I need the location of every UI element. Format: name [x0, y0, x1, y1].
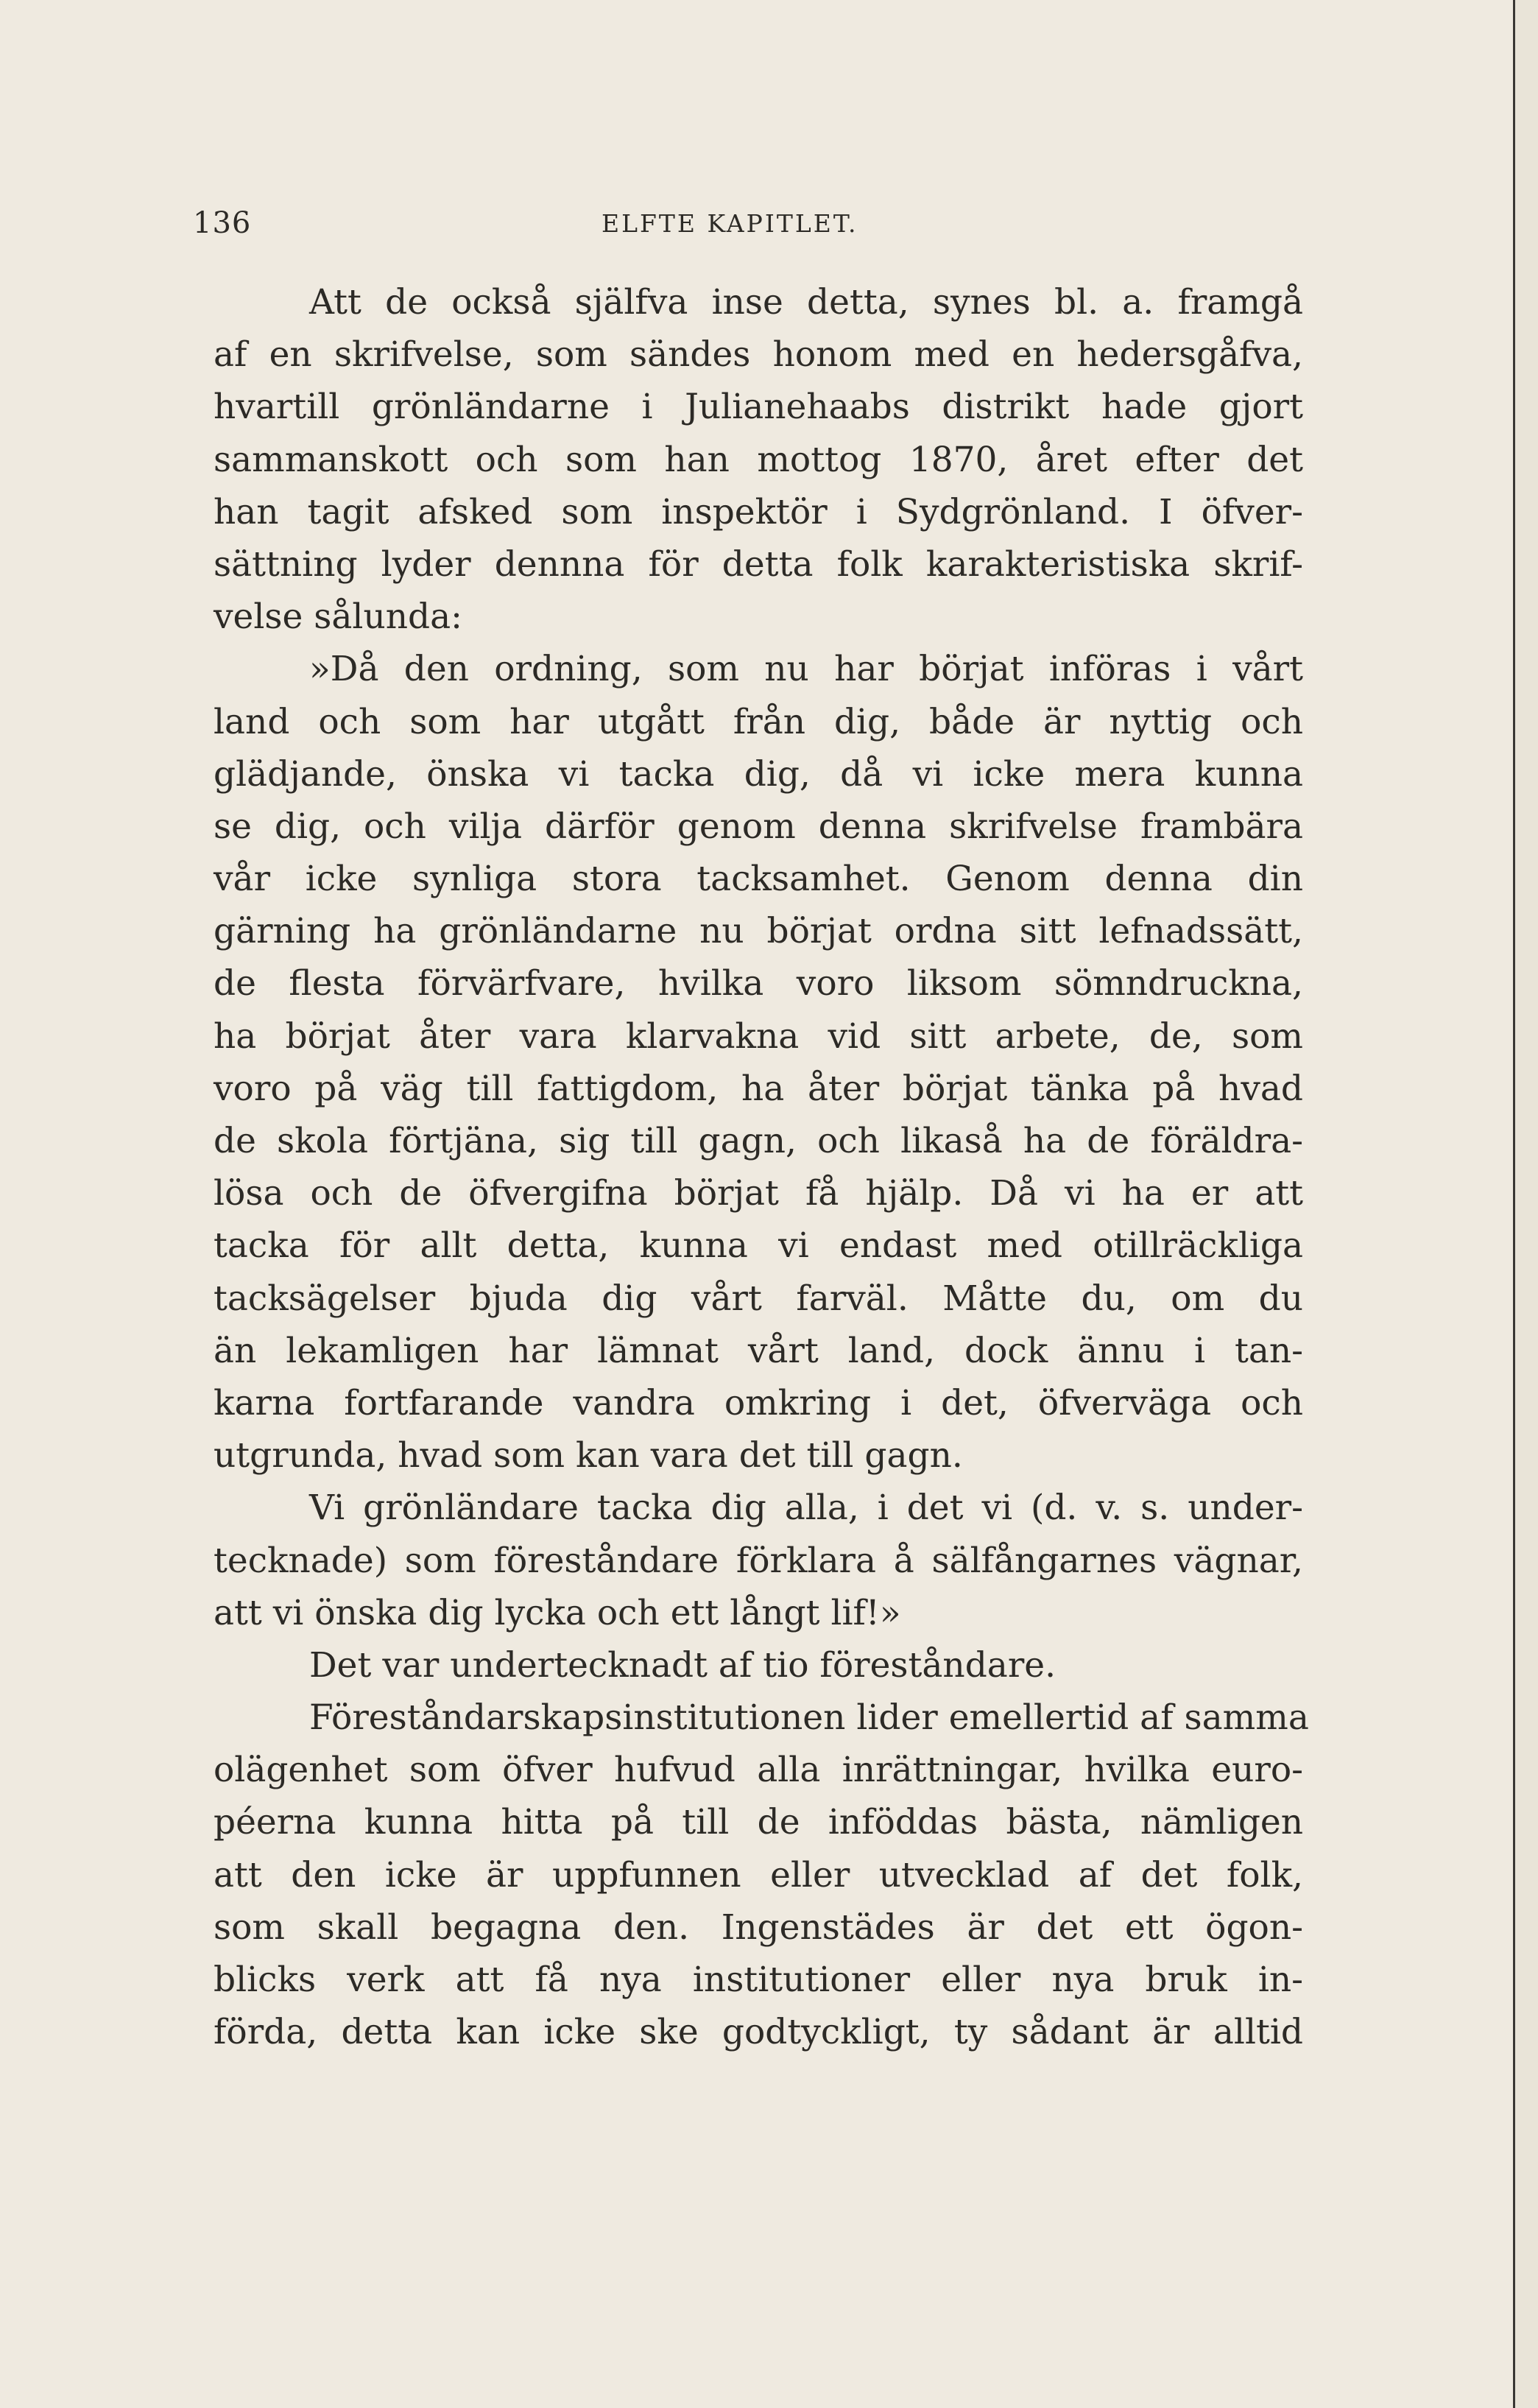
text-line: lösa och de öfvergifna börjat få hjälp. Då vi ha er att	[214, 1173, 1303, 1214]
text-line: voro på väg till fattigdom, ha åter börjat tänka på hvad	[214, 1068, 1303, 1109]
text-line: af en skrifvelse, som sändes honom med en hedersgåfva,	[214, 334, 1303, 376]
text-line: velse sålunda:	[214, 596, 462, 638]
text-line: karna fortfarande vandra omkring i det, öfverväga och	[214, 1382, 1303, 1423]
running-title: ELFTE KAPITLET.	[602, 209, 858, 238]
text-line: att den icke är uppfunnen eller utvecklad af det folk,	[214, 1854, 1303, 1895]
text-line: sättning lyder dennna för detta folk karakteristiska skrif-	[214, 543, 1303, 585]
text-line: utgrunda, hvad som kan vara det till gagn.	[214, 1435, 963, 1476]
text-line: tacka för allt detta, kunna vi endast med otillräckliga	[214, 1225, 1303, 1267]
text-line: ha börjat åter vara klarvakna vid sitt arbete, de, som	[214, 1015, 1303, 1057]
text-line: blicks verk att få nya institutioner eller nya bruk in-	[214, 1960, 1303, 2000]
text-line: som skall begagna den. Ingenstädes är det ett ögon-	[214, 1907, 1303, 1948]
text-line: de flesta förvärfvare, hvilka voro liksom sömndruckna,	[214, 963, 1303, 1004]
text-line: land och som har utgått från dig, både är nyttig och	[214, 701, 1303, 742]
page-header	[193, 206, 1297, 250]
text-line: Det var undertecknadt af tio föreståndare.	[309, 1644, 1057, 1686]
text-line: att vi önska dig lycka och ett långt lif!»	[214, 1592, 901, 1633]
text-line: tecknade) som föreståndare förklara å sälfångarnes vägnar,	[214, 1540, 1303, 1581]
text-line: han tagit afsked som inspektör i Sydgrönland. I öfver-	[214, 491, 1303, 532]
page-number: 136	[193, 206, 252, 240]
text-line: péerna kunna hitta på till de inföddas bästa, nämligen	[214, 1802, 1303, 1843]
text-line: glädjande, önska vi tacka dig, då vi icke mera kunna	[214, 753, 1303, 795]
page-edge	[1513, 0, 1538, 2408]
body-text	[214, 276, 1309, 2058]
text-line: sammanskott och som han mottog 1870, året efter det	[214, 439, 1303, 480]
text-line: olägenhet som öfver hufvud alla inrättningar, hvilka euro-	[214, 1750, 1303, 1791]
text-line: förda, detta kan icke ske godtyckligt, ty sådant är alltid	[214, 2012, 1303, 2053]
text-line: Att de också själfva inse detta, synes bl. a. framgå	[309, 282, 1303, 323]
text-line: Föreståndarskapsinstitutionen lider emellertid af samma	[309, 1697, 1309, 1739]
text-line: gärning ha grönländarne nu börjat ordna sitt lefnadssätt,	[214, 911, 1303, 952]
text-line: hvartill grönländarne i Julianehaabs distrikt hade gjort	[214, 387, 1303, 428]
text-line: Vi grönländare tacka dig alla, i det vi (d. v. s. under-	[309, 1488, 1303, 1529]
text-line: de skola förtjäna, sig till gagn, och likaså ha de föräldra-	[214, 1121, 1303, 1161]
text-line: vår icke synliga stora tacksamhet. Genom denna din	[214, 859, 1303, 900]
text-line: »Då den ordning, som nu har börjat införas i vårt	[309, 649, 1303, 690]
text-line: se dig, och vilja därför genom denna skrifvelse frambära	[214, 806, 1303, 847]
text-line: än lekamligen har lämnat vårt land, dock ännu i tan-	[214, 1330, 1303, 1371]
text-line: tacksägelser bjuda dig vårt farväl. Måtte du, om du	[214, 1278, 1303, 1319]
